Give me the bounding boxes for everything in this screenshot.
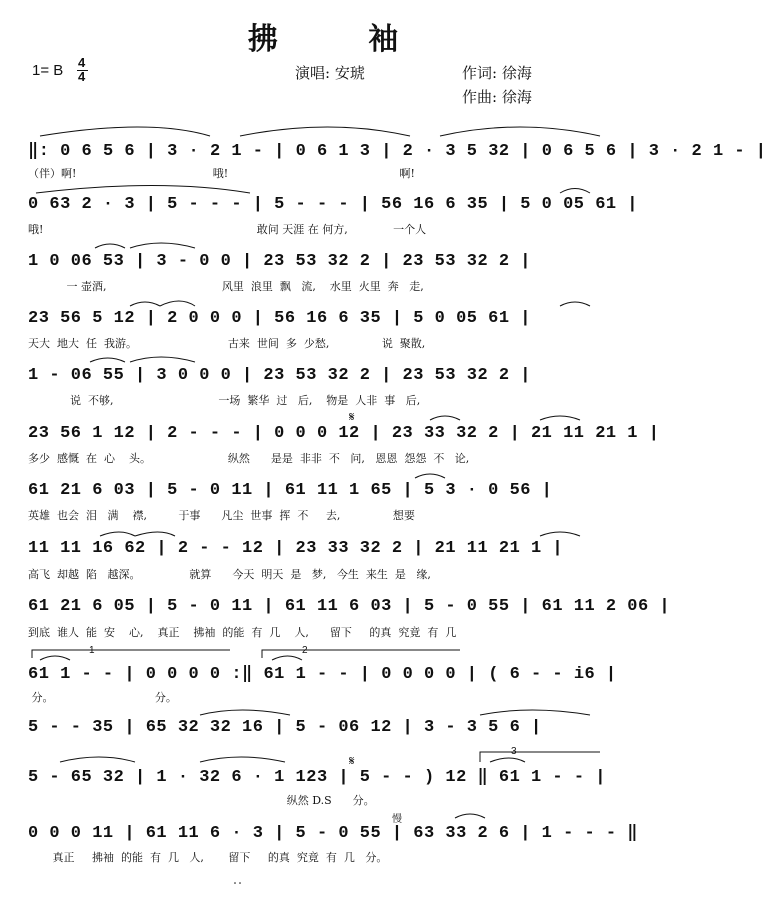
notation-line-7: 61 21 6 03 | 5 - 0 11 | 61 11 1 65 | 5 3 · 0 56 | [28,481,553,500]
time-signature-top: 4 [78,55,86,70]
volta-bracket [480,752,600,762]
lyrics-line-6: 多少 感慨 在 心 头。 纵然 是是 非非 不 问, 恩恩 怨怨 不 论, [28,452,470,465]
slur-arc [160,301,195,306]
slur-arc [60,757,135,762]
composer-credit: 作曲: 徐海 [462,88,532,106]
volta-1-number: 1 [89,645,95,656]
lyrics-line-10: 分。 分。 [28,691,177,704]
notation-line-6: 23 56 1 12 | 2 - - - | 0 0 0 12 | 23 33 32 2 | 21 11 21 1 | [28,424,660,443]
notation-line-4: 23 56 5 12 | 2 0 0 0 | 56 16 6 35 | 5 0 05 61 | [28,309,531,328]
volta-bracket [32,650,230,658]
notation-line-3: 1 0 06 53 | 3 - 0 0 | 23 53 32 2 | 23 53 32 2 | [28,252,531,271]
slur-arc [100,532,135,536]
slur-arc [200,757,285,762]
volta-2-number: 2 [302,645,308,656]
slur-arc [90,358,125,362]
slur-arc [200,710,290,715]
lyrics-line-12: 纵然 D.S 分。 [28,794,375,807]
slur-arc [272,656,302,660]
faint-footer-mark [239,882,241,884]
lyrics-line-9: 到底 谁人 能 安 心, 真正 拂袖 的能 有 几 人, 留下 的真 究竟 有 几 [28,626,457,639]
slur-arc [540,532,580,536]
slur-arc [490,758,525,762]
singer-credit: 演唱: 安琥 [295,64,365,82]
slur-arc [415,474,445,478]
slur-arc [480,710,590,715]
notation-line-8: 11 11 16 62 | 2 - - 12 | 23 33 32 2 | 21 11 21 1 | [28,539,564,558]
key-signature: 1= B [32,62,64,79]
slur-arc [130,302,160,306]
time-signature-bottom: 4 [78,69,86,84]
volta-bracket [262,650,460,658]
slur-arc [130,243,195,248]
slur-arc [130,357,195,362]
faint-footer-mark [234,882,236,884]
slur-arc [540,416,580,420]
lyrics-line-5: 说 不够, 一场 繁华 过 后, 物是 人非 事 后, [28,394,421,407]
lyrics-line-7: 英雄 也会 泪 满 襟, 于事 凡尘 世事 挥 不 去, 想要 [28,509,415,522]
slur-arc [36,186,250,194]
notation-line-11: 5 - - 35 | 65 32 32 16 | 5 - 06 12 | 3 - 3 5 6 | [28,718,542,737]
lyrics-line-4: 天大 地大 任 我游。 古来 世间 多 少愁, 说 聚散, [28,337,426,350]
slur-arc [40,656,70,660]
slur-arc [95,244,125,248]
notation-line-10: 61 1 - - | 0 0 0 0 :‖ 61 1 - - | 0 0 0 0 | ( 6 - - i6 | [28,665,617,684]
notation-line-12: 5 - 65 32 | 1 · 32 6 · 1 123 | 5 - - ) 12 ‖ 61 1 - - | [28,768,606,787]
song-title: 拂 袖 [247,22,439,57]
lyricist-credit: 作词: 徐海 [462,64,532,82]
lyrics-line-3: 一 壶酒, 风里 浪里 飘 流, 水里 火里 奔 走, [28,280,424,293]
slur-arc [440,127,600,136]
segno-sign-2: 𝄋 [349,754,355,769]
notation-line-9: 61 21 6 05 | 5 - 0 11 | 61 11 6 03 | 5 - 0 55 | 61 11 2 06 | [28,597,671,616]
volta-3-number: 3 [511,746,517,757]
notation-line-13: 0 0 0 11 | 61 11 6 · 3 | 5 - 0 55 | 63 33 2 6 | 1 - - - ‖ [28,824,639,843]
lyrics-line-13: 真正 拂袖 的能 有 几 人, 留下 的真 究竟 有 几 分。 [28,851,388,864]
lyrics-line-2: 哦! 敢问 天涯 在 何方, 一个人 [28,223,427,236]
slur-arc [40,127,210,136]
slur-arc [135,532,175,536]
slur-arc [240,127,410,136]
slur-arc [560,302,590,306]
notation-line-2: 0 63 2 · 3 | 5 - - - | 5 - - - | 56 16 6 35 | 5 0 05 61 | [28,195,638,214]
slur-arc [560,189,590,194]
tempo-slow-marking: 慢 [392,814,402,825]
notation-line-1: ‖: 0 6 5 6 | 3 · 2 1 - | 0 6 1 3 | 2 · 3 5 32 | 0 6 5 6 | 3 · 2 1 - | [28,142,766,161]
slur-arc [455,814,485,818]
notation-line-5: 1 - 06 55 | 3 0 0 0 | 23 53 32 2 | 23 53 32 2 | [28,366,531,385]
lyrics-line-1: （伴）啊! 哦! 啊! [28,167,415,180]
segno-sign-1: 𝄋 [349,410,355,425]
lyrics-line-8: 高飞 却越 陷 越深。 就算 今天 明天 是 梦, 今生 来生 是 缘, [28,568,431,581]
slur-arc [430,416,460,420]
